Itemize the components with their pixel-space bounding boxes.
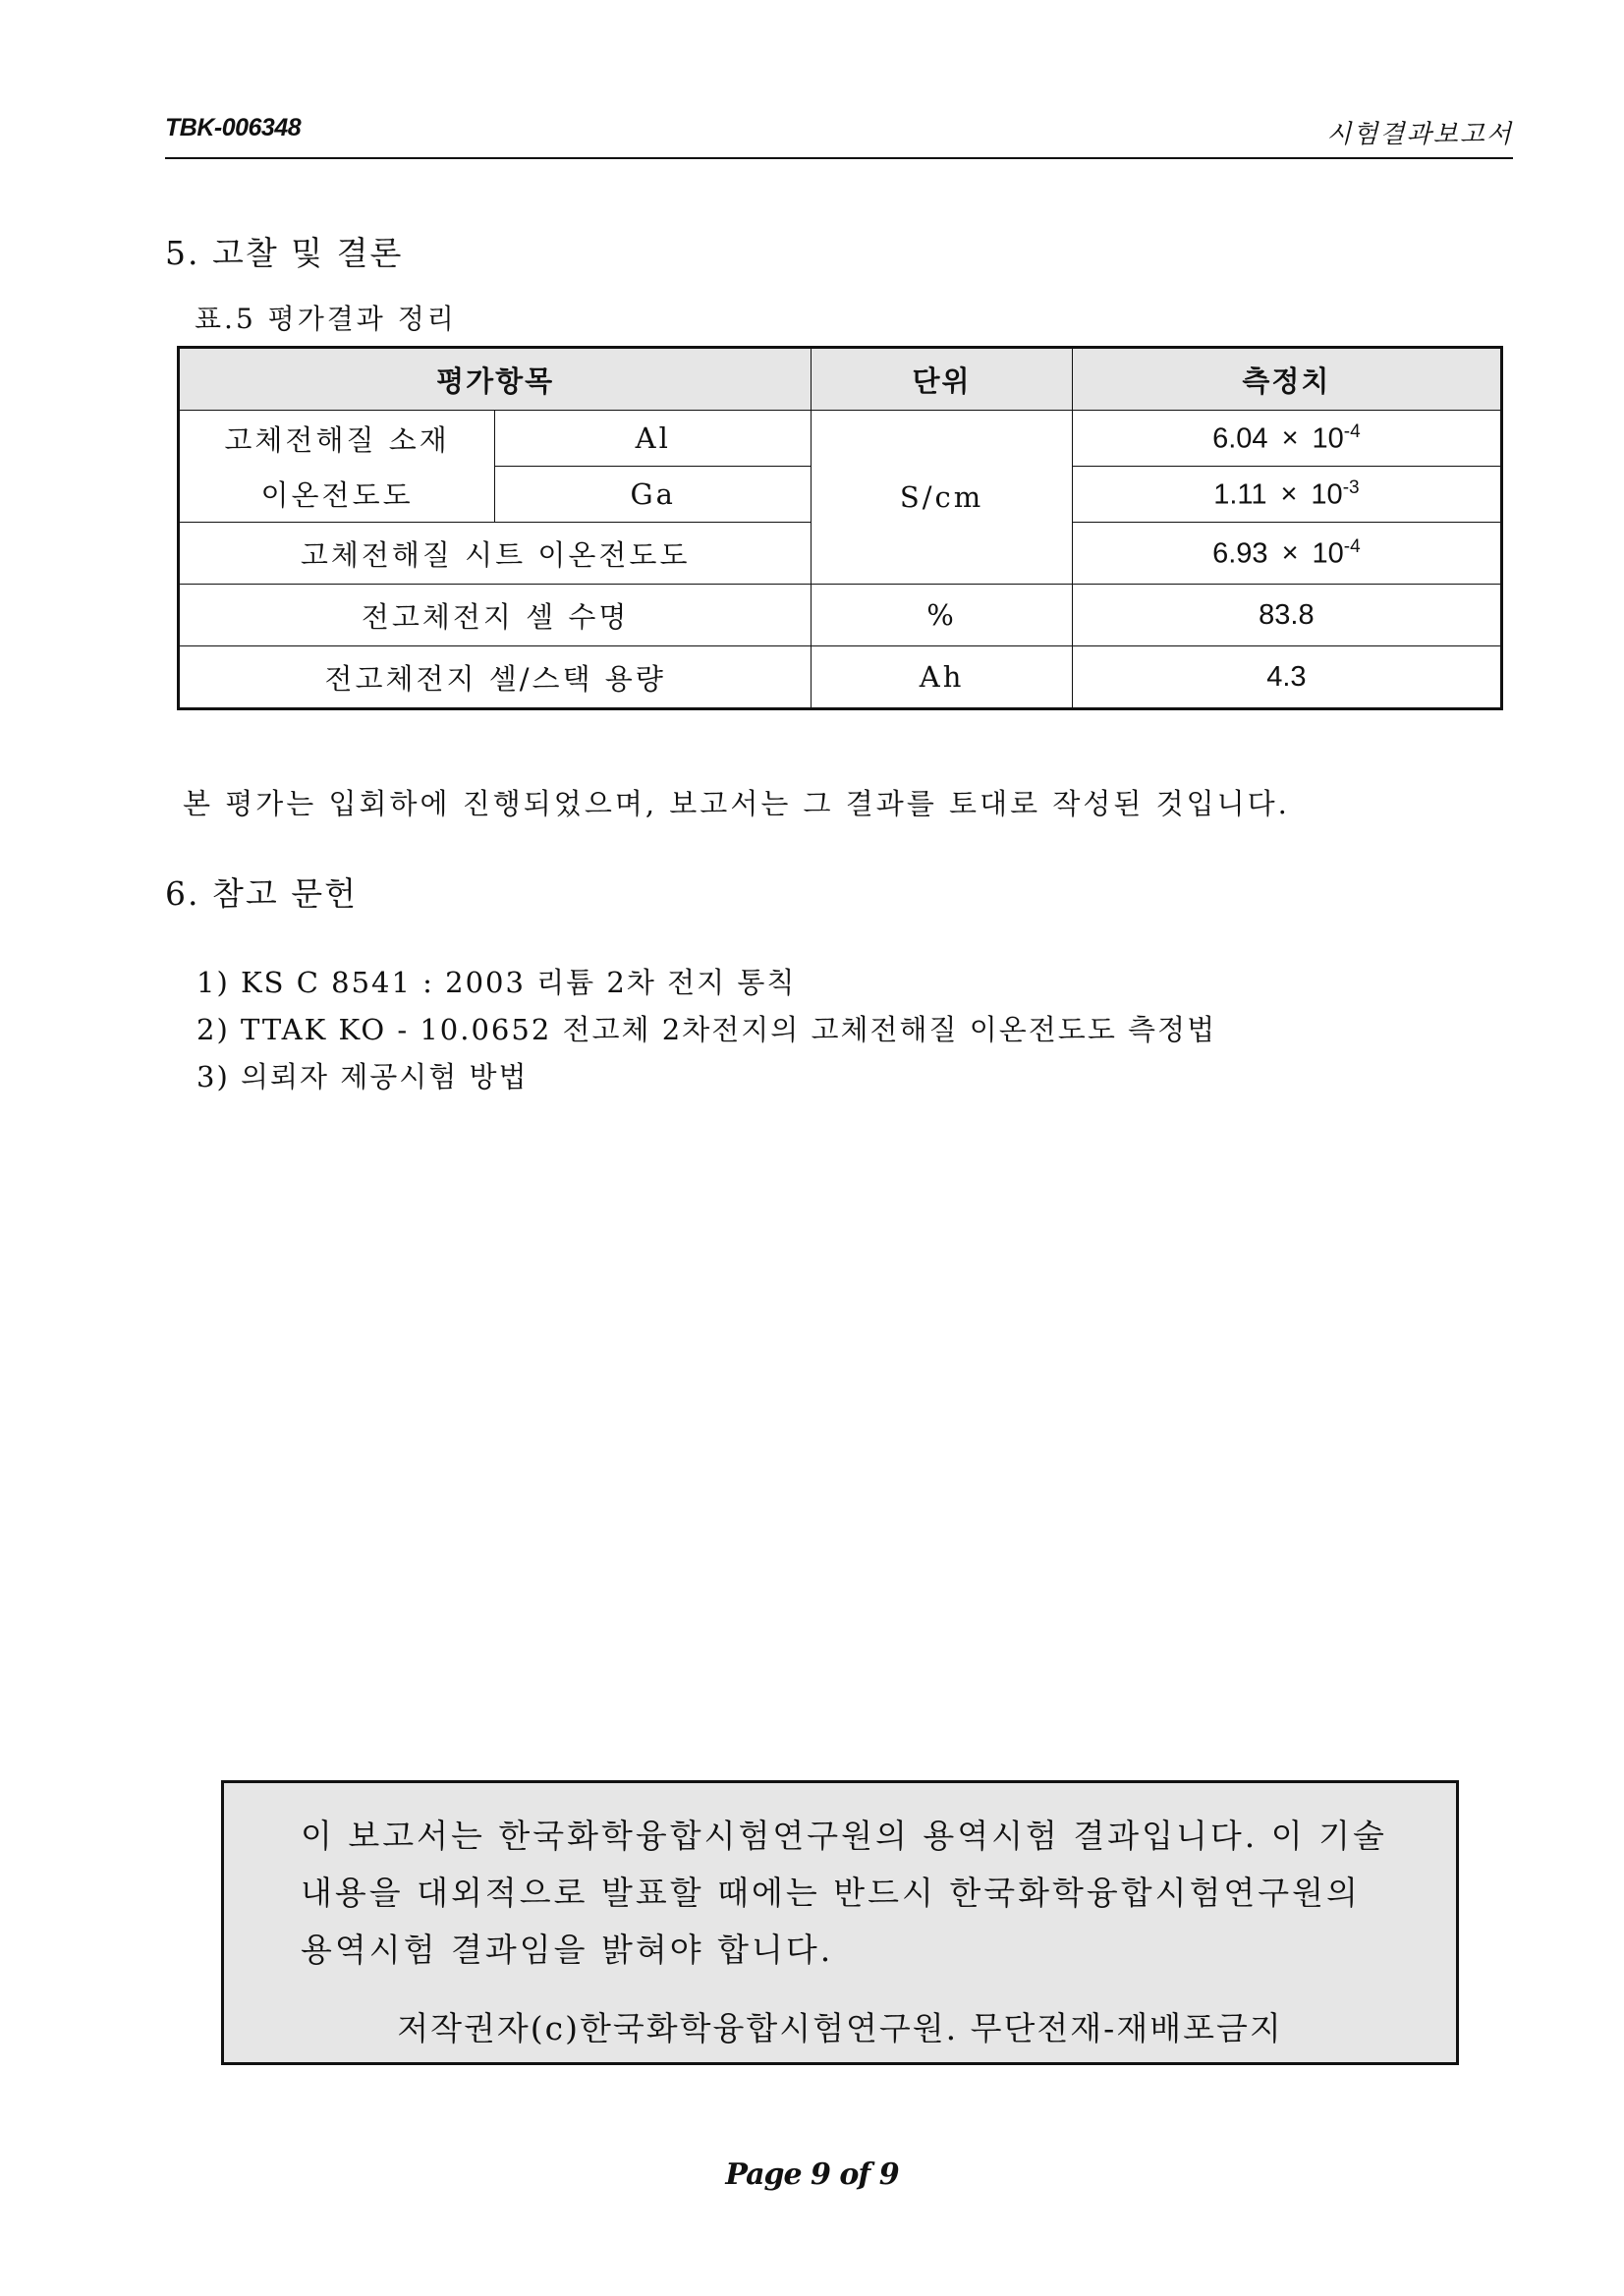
value-sheet: $6.93 \times 10^{-4}$ [1072,523,1501,585]
list-item: 3) 의뢰자 제공시험 방법 [196,1060,529,1093]
value-ga: $1.11 \times 10^{-3}$ [1072,467,1501,523]
notice-line: 용역시험 결과임을 밝혀야 합니다. [301,1931,834,1969]
header-item: 평가항목 [179,348,812,411]
page-header [165,110,1513,159]
value-cell-life: 83.8 [1072,585,1501,646]
item-sheet-conductivity: 고체전해질 시트 이온전도도 [179,523,812,585]
value-al: $6.04 \times 10^{-4}$ [1072,411,1501,467]
notice-line: 이 보고서는 한국화학융합시험연구원의 용역시험 결과입니다. 이 기술 [301,1817,1387,1855]
list-item: 2) TTAK KO - 10.0652 전고체 2차전지의 고체전해질 이온전도도 측정법 [196,1013,1217,1046]
item-cell-life: 전고체전지 셀 수명 [179,585,812,646]
page-number: Page 9 of 9 [725,2157,899,2192]
conclusion-text: 본 평가는 입회하에 진행되었으며, 보고서는 그 결과를 토대로 작성된 것입니다. [183,787,1290,820]
shared-unit: S/cm [812,411,1072,585]
header-unit: 단위 [812,348,1072,411]
table-header-row [179,348,1502,411]
reference-list [196,959,1216,1100]
copyright-line: 저작권자(c)한국화학융합시험연구원. 무단전재-재배포금지 [397,2009,1283,2047]
notice-line: 내용을 대외적으로 발표할 때에는 반드시 한국화학융합시험연구원의 [301,1874,1361,1912]
unit-percent: % [812,585,1072,646]
list-item: 1) KS C 8541 : 2003 리튬 2차 전지 통칙 [196,966,797,999]
section-6-title: 6. 참고 문헌 [165,874,358,913]
table-row [179,585,1502,646]
value-cell-capacity: 4.3 [1072,646,1501,709]
group-label-1: 고체전해질 소재 [179,411,495,467]
unit-ah: Ah [812,646,1072,709]
table-caption: 표.5 평가결과 정리 [195,303,457,335]
table-row [179,411,1502,467]
section-5-title: 5. 고찰 및 결론 [165,234,404,272]
sub-item-ga: Ga [495,467,812,523]
document-id: TBK-006348 [165,114,302,141]
sub-item-al: Al [495,411,812,467]
copyright-notice-box [221,1780,1459,2065]
item-cell-capacity: 전고체전지 셀/스택 용량 [179,646,812,709]
results-table [177,346,1503,710]
header-value: 측정치 [1072,348,1501,411]
document-type: 시험결과보고서 [1326,120,1513,149]
table-row [179,646,1502,709]
group-label-2: 이온전도도 [179,467,495,523]
